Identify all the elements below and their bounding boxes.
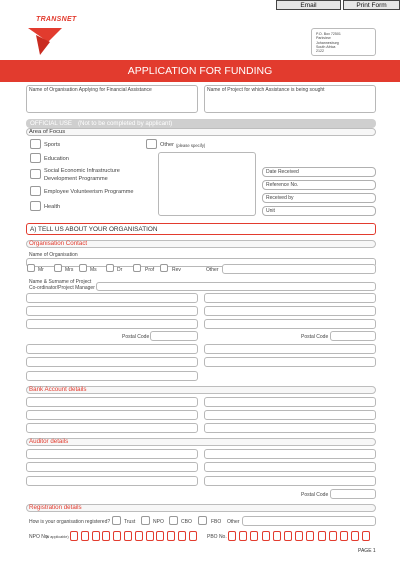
- title-mrs-label: Mrs: [65, 267, 74, 273]
- digit-box[interactable]: [262, 531, 270, 541]
- account-no-field[interactable]: [204, 423, 376, 433]
- digit-box[interactable]: [295, 531, 303, 541]
- digit-box[interactable]: [273, 531, 281, 541]
- digit-box[interactable]: [284, 531, 292, 541]
- digit-box[interactable]: [351, 531, 359, 541]
- registration-fbo-checkbox[interactable]: [198, 516, 207, 525]
- auditor-postal-code-label: Postal Code: [301, 492, 329, 498]
- other-focus-checkbox[interactable]: [146, 139, 157, 149]
- fax-no-field[interactable]: [204, 344, 376, 354]
- coordinator-label-line1: Name & Surname of Project: [29, 279, 92, 285]
- digit-box[interactable]: [239, 531, 247, 541]
- auditor-postal-address-line3[interactable]: [204, 476, 376, 486]
- address-line: 2122: [316, 49, 324, 54]
- registration-npo-checkbox[interactable]: [141, 516, 150, 525]
- development-programme-label: Development Programme: [44, 176, 108, 182]
- address-line: Johannesburg: [316, 40, 339, 45]
- print-form-button[interactable]: Print Form: [343, 0, 400, 10]
- registration-trust-label: Trust: [124, 519, 136, 525]
- pbo-no-label: PBO No.: [207, 534, 227, 540]
- coordinator-name-field[interactable]: [96, 282, 376, 291]
- digit-box[interactable]: [135, 531, 143, 541]
- sports-checkbox[interactable]: [30, 139, 41, 149]
- title-dr-checkbox[interactable]: [106, 264, 114, 272]
- digit-box[interactable]: [228, 531, 236, 541]
- registration-cbo-checkbox[interactable]: [169, 516, 178, 525]
- physical-postal-code-field[interactable]: [330, 331, 376, 341]
- project-name-label: Name of Project for which Assistance is being sought: [207, 87, 325, 93]
- section-a-title: A) TELL US ABOUT YOUR ORGANISATION: [30, 226, 158, 233]
- auditor-tel-field[interactable]: [26, 462, 198, 472]
- account-type-field[interactable]: [204, 397, 376, 407]
- digit-box[interactable]: [167, 531, 175, 541]
- postal-address-line1[interactable]: [26, 293, 198, 303]
- digit-box[interactable]: [102, 531, 110, 541]
- registration-npo-label: NPO: [153, 519, 164, 525]
- health-label: Health: [44, 204, 61, 210]
- postal-address-line3[interactable]: [26, 319, 198, 329]
- other-focus-note: (please specify): [176, 143, 206, 148]
- digit-box[interactable]: [81, 531, 89, 541]
- employee-volunteerism-label: Employee Volunteerism Programme: [44, 189, 134, 195]
- auditor-name-field[interactable]: [26, 449, 198, 459]
- registration-question: How is your organisation registered?: [29, 519, 111, 525]
- digit-box[interactable]: [70, 531, 78, 541]
- digit-box[interactable]: [189, 531, 197, 541]
- education-label: Education: [44, 156, 69, 162]
- title-bar: [0, 60, 400, 82]
- npo-no-note: (if applicable): [46, 535, 69, 539]
- title-mr-label: Mr: [38, 267, 44, 273]
- digit-box[interactable]: [329, 531, 337, 541]
- auditor-header: [26, 438, 376, 446]
- title-rev-label: Rev: [172, 267, 181, 273]
- email-field[interactable]: [204, 357, 376, 367]
- address-line: South Africa: [316, 44, 336, 49]
- date-received-label: Date Received: [266, 169, 299, 175]
- digit-box[interactable]: [362, 531, 370, 541]
- registration-trust-checkbox[interactable]: [112, 516, 121, 525]
- title-mr-checkbox[interactable]: [27, 264, 35, 272]
- digit-box[interactable]: [124, 531, 132, 541]
- sports-label: Sports: [44, 142, 61, 148]
- postal-code-field[interactable]: [150, 331, 198, 341]
- branch-no-field[interactable]: [204, 410, 376, 420]
- bank-title: Bank Account details: [29, 386, 87, 393]
- reference-no-label: Reference No.: [266, 182, 299, 188]
- page-number: PAGE 1: [358, 548, 376, 554]
- account-holder-field[interactable]: [26, 423, 198, 433]
- title-other-field[interactable]: [222, 264, 376, 274]
- digit-box[interactable]: [156, 531, 164, 541]
- coordinator-label-line2: Co-ordinator/Project Manager: [29, 285, 95, 291]
- page-title: APPLICATION FOR FUNDING: [127, 65, 273, 77]
- transnet-logo-icon: [26, 26, 64, 56]
- auditor-title: Auditor details: [29, 438, 69, 445]
- area-of-focus-label: Area of Focus: [29, 129, 66, 135]
- digit-box[interactable]: [113, 531, 121, 541]
- branch-field[interactable]: [26, 410, 198, 420]
- auditor-postal-address-line2[interactable]: [204, 462, 376, 472]
- digit-box[interactable]: [306, 531, 314, 541]
- health-checkbox[interactable]: [30, 201, 41, 211]
- other-focus-specify-field[interactable]: [158, 152, 256, 216]
- title-mrs-checkbox[interactable]: [54, 264, 62, 272]
- received-by-label: Received by: [266, 195, 294, 201]
- address-block: [311, 28, 376, 56]
- digit-box[interactable]: [92, 531, 100, 541]
- digit-box[interactable]: [146, 531, 154, 541]
- auditor-postal-code-field[interactable]: [330, 489, 376, 499]
- postal-address-line2[interactable]: [26, 306, 198, 316]
- cell-no-field[interactable]: [26, 357, 198, 367]
- tel-no-field[interactable]: [26, 344, 198, 354]
- physical-address-line1[interactable]: [204, 293, 376, 303]
- website-field[interactable]: [26, 371, 198, 381]
- title-rev-checkbox[interactable]: [160, 264, 168, 272]
- bank-field[interactable]: [26, 397, 198, 407]
- social-economic-checkbox[interactable]: [30, 169, 41, 179]
- registration-title: Registration details: [29, 504, 82, 511]
- registration-other-label: Other: [227, 519, 240, 525]
- address-line: Parkview: [316, 36, 331, 41]
- physical-address-line2[interactable]: [204, 306, 376, 316]
- brand-name: TRANSNET: [36, 16, 77, 23]
- postal-code-label: Postal Code: [122, 334, 150, 340]
- area-of-focus-header: [26, 128, 376, 136]
- digit-box[interactable]: [318, 531, 326, 541]
- employee-volunteerism-checkbox[interactable]: [30, 186, 41, 196]
- official-use-note: (Not to be completed by applicant): [78, 120, 173, 127]
- official-use-bar: [26, 119, 376, 128]
- official-use-label: OFFICIAL USE: [30, 120, 73, 127]
- name-of-organisation-label: Name of Organisation: [29, 252, 78, 258]
- social-economic-label: Social Economic Infrastructure: [44, 168, 120, 174]
- digit-box[interactable]: [340, 531, 348, 541]
- title-prof-checkbox[interactable]: [133, 264, 141, 272]
- digit-box[interactable]: [178, 531, 186, 541]
- email-button[interactable]: Email: [276, 0, 341, 10]
- auditor-postal-address-line1[interactable]: [204, 449, 376, 459]
- registration-other-field[interactable]: [242, 516, 376, 526]
- title-other-label: Other: [206, 267, 219, 273]
- address-line: P.O. Box 72501: [316, 32, 341, 36]
- title-dr-label: Dr: [117, 267, 123, 273]
- organisation-name-label: Name of Organisation Applying for Financial Assistance: [29, 87, 152, 93]
- physical-postal-code-label: Postal Code: [301, 334, 329, 340]
- org-contact-title: Organisation Contact: [29, 240, 88, 247]
- physical-address-line3[interactable]: [204, 319, 376, 329]
- unit-label: Unit: [266, 208, 275, 214]
- npo-no-field[interactable]: [70, 531, 200, 541]
- digit-box[interactable]: [250, 531, 258, 541]
- title-ms-label: Ms: [90, 267, 97, 273]
- auditor-fax-field[interactable]: [26, 476, 198, 486]
- pbo-no-field[interactable]: [228, 531, 376, 541]
- npo-no-label: NPO No.: [29, 534, 50, 540]
- title-prof-label: Prof: [145, 267, 155, 273]
- registration-fbo-label: FBO: [211, 519, 222, 525]
- registration-cbo-label: CBO: [181, 519, 192, 525]
- other-focus-label: Other: [160, 142, 174, 148]
- unit-field[interactable]: [262, 206, 376, 216]
- education-checkbox[interactable]: [30, 153, 41, 163]
- title-ms-checkbox[interactable]: [79, 264, 87, 272]
